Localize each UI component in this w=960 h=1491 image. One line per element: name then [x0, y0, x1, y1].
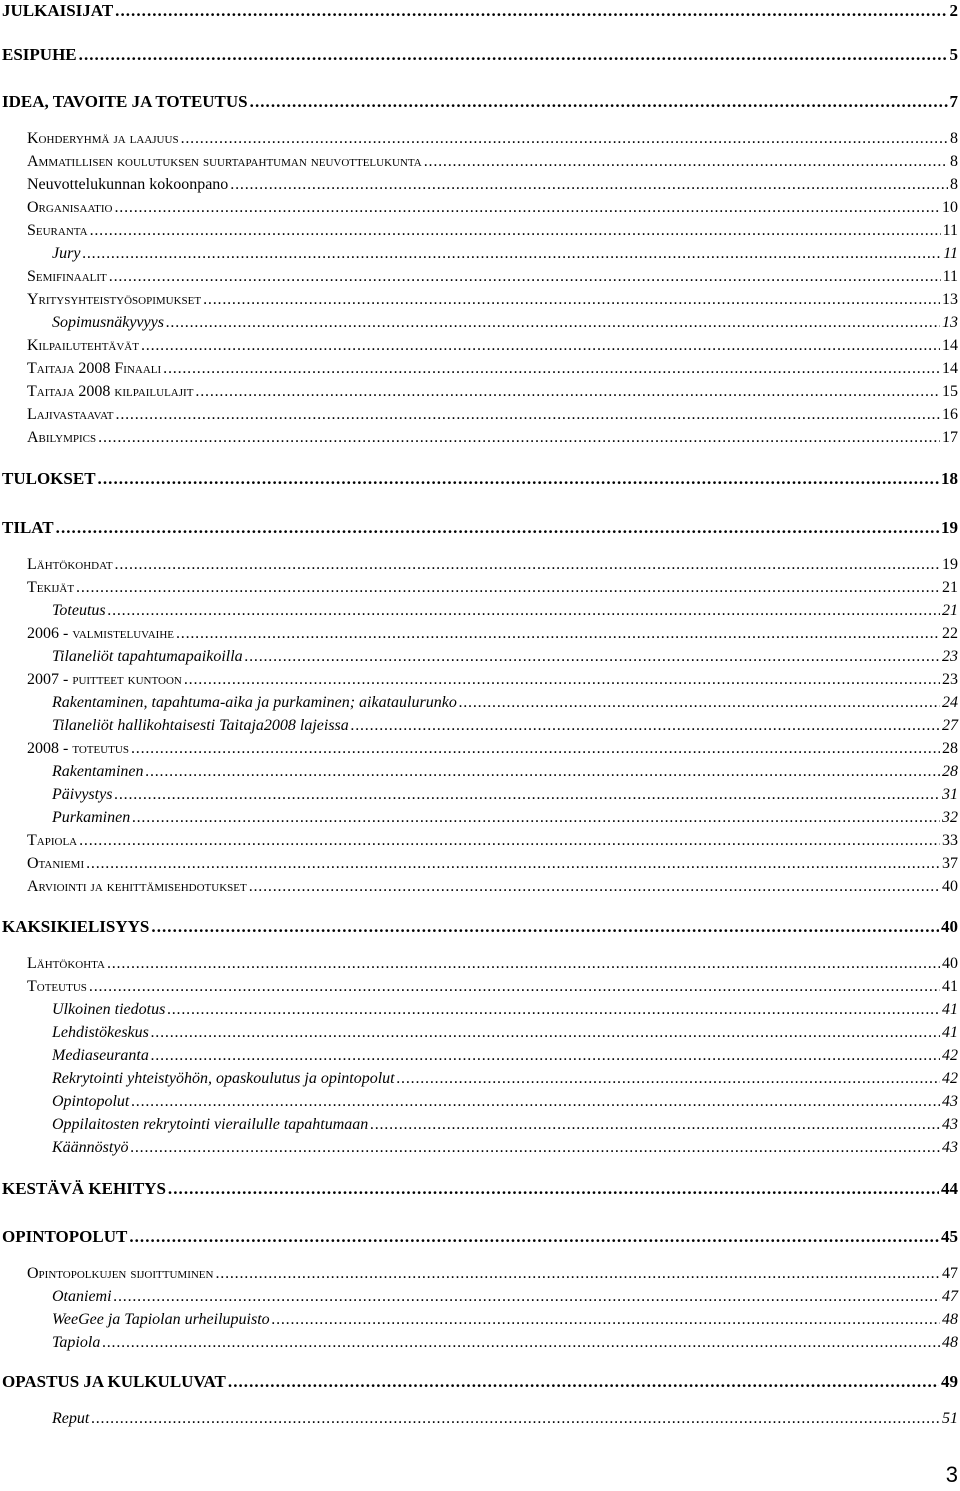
toc-entry-title: 2007 - puitteet kuntoon [27, 671, 182, 688]
toc-dot-leader [114, 787, 940, 803]
toc-entry-page: 13 [942, 314, 958, 331]
toc-entry[interactable] [52, 315, 958, 331]
toc-entry[interactable] [27, 131, 958, 147]
toc-entry-title: 2006 - valmisteluvaihe [27, 625, 174, 642]
toc-entry[interactable] [27, 956, 958, 972]
toc-entry-page: 7 [949, 92, 958, 111]
toc-dot-leader [141, 338, 940, 354]
toc-entry-title: Otaniemi [52, 1288, 112, 1305]
toc-dot-leader [114, 1289, 940, 1305]
toc-entry-page: 15 [942, 383, 958, 400]
toc-dot-leader [168, 1180, 939, 1197]
toc-entry-title: OPINTOPOLUT [2, 1227, 128, 1246]
toc-entry-title: Rekrytointi yhteistyöhön, opaskoulutus ja opintopolut [52, 1070, 395, 1087]
toc-dot-leader [195, 384, 940, 400]
toc-entry-title: Tapiola [52, 1334, 101, 1351]
toc-entry-page: 14 [942, 337, 958, 354]
toc-dot-leader [115, 557, 940, 573]
toc-entry[interactable] [52, 695, 958, 711]
toc-entry-page: 13 [942, 291, 958, 308]
toc-entry-title: Jury [52, 245, 81, 262]
toc-entry[interactable] [2, 519, 958, 536]
toc-dot-leader [107, 956, 940, 972]
toc-entry-title: JULKAISIJAT [2, 1, 114, 20]
toc-dot-leader [184, 672, 940, 688]
toc-entry-title: Neuvottelukunnan kokoonpano [27, 176, 229, 193]
toc-entry-page: 10 [942, 199, 958, 216]
toc-entry[interactable] [52, 1071, 958, 1087]
toc-entry-page: 51 [942, 1410, 958, 1427]
toc-entry[interactable] [52, 1094, 958, 1110]
toc-entry[interactable] [27, 407, 958, 423]
toc-entry[interactable] [2, 1373, 958, 1390]
page-number: 3 [945, 1462, 958, 1487]
toc-entry-title: Mediaseuranta [52, 1047, 149, 1064]
toc-entry[interactable] [27, 1266, 958, 1282]
toc-entry[interactable] [27, 879, 958, 895]
toc-entry[interactable] [52, 649, 958, 665]
toc-entry-page: 41 [942, 1024, 958, 1041]
toc-dot-leader [98, 430, 940, 446]
toc-entry-title: OPASTUS JA KULKULUVAT [2, 1372, 226, 1391]
toc-entry[interactable] [52, 1411, 958, 1427]
toc-dot-leader [272, 1312, 940, 1328]
toc-entry-title: Tilaneliöt tapahtumapaikoilla [52, 648, 243, 665]
toc-entry-page: 5 [949, 45, 958, 64]
toc-entry-page: 41 [942, 1001, 958, 1018]
toc-dot-leader [56, 519, 939, 536]
toc-dot-leader [91, 1411, 940, 1427]
toc-dot-leader [370, 1117, 940, 1133]
toc-entry[interactable] [52, 1025, 958, 1041]
toc-entry-title: Päivystys [52, 786, 113, 803]
toc-entry[interactable] [27, 672, 958, 688]
toc-dot-leader [115, 2, 947, 19]
toc-dot-leader [250, 93, 948, 110]
toc-entry[interactable] [2, 470, 958, 487]
toc-entry-page: 42 [942, 1070, 958, 1087]
toc-dot-leader [131, 741, 940, 757]
toc-dot-leader [146, 764, 940, 780]
toc-entry-title: Kohderyhmä ja laajuus [27, 130, 179, 147]
toc-dot-leader [130, 1140, 940, 1156]
toc-dot-leader [86, 856, 940, 872]
toc-entry-title: Lähtökohdat [27, 556, 113, 573]
toc-dot-leader [176, 626, 940, 642]
toc-entry-page: 19 [941, 518, 958, 537]
toc-entry-page: 32 [942, 809, 958, 826]
toc-entry-title: Toteutus [52, 602, 106, 619]
toc-entry[interactable] [27, 223, 958, 239]
toc-entry-page: 23 [942, 648, 958, 665]
toc-entry-page: 14 [942, 360, 958, 377]
toc-entry[interactable] [52, 1312, 958, 1328]
toc-dot-leader [166, 315, 940, 331]
toc-entry-title: Ammatillisen koulutuksen suurtapahtuman neuvottelukunta [27, 153, 422, 170]
toc-dot-leader [151, 1025, 940, 1041]
toc-entry[interactable] [27, 856, 958, 872]
toc-entry-page: 11 [942, 222, 958, 239]
toc-entry-page: 49 [941, 1372, 958, 1391]
toc-dot-leader [79, 833, 940, 849]
toc-entry-title: Oppilaitosten rekrytointi vierailulle tapahtumaan [52, 1116, 369, 1133]
toc-dot-leader [459, 695, 940, 711]
toc-dot-leader [151, 1048, 940, 1064]
toc-entry[interactable] [27, 430, 958, 446]
toc-dot-leader [132, 810, 940, 826]
toc-entry-page: 27 [942, 717, 958, 734]
toc-entry-page: 47 [942, 1288, 958, 1305]
toc-dot-leader [203, 292, 940, 308]
toc-entry[interactable] [52, 1289, 958, 1305]
toc-entry[interactable] [27, 557, 958, 573]
toc-entry-title: Rakentaminen [52, 763, 144, 780]
toc-dot-leader [79, 46, 948, 63]
toc-entry-page: 43 [942, 1139, 958, 1156]
toc-entry-title: Kilpailutehtävät [27, 337, 139, 354]
toc-entry[interactable] [27, 741, 958, 757]
toc-entry-page: 22 [942, 625, 958, 642]
toc-entry-title: Toteutus [27, 978, 87, 995]
toc-dot-leader [82, 246, 941, 262]
toc-entry[interactable] [52, 1140, 958, 1156]
toc-entry[interactable] [52, 718, 958, 734]
toc-dot-leader [116, 407, 940, 423]
toc-entry-title: WeeGee ja Tapiolan urheilupuisto [52, 1311, 270, 1328]
toc-entry-page: 44 [941, 1179, 958, 1198]
toc-entry-title: Lehdistökeskus [52, 1024, 149, 1041]
toc-entry-title: Tekijät [27, 579, 75, 596]
toc-entry-page: 47 [942, 1265, 958, 1282]
toc-entry-title: Opintopolkujen sijoittuminen [27, 1265, 214, 1282]
toc-entry-page: 19 [942, 556, 958, 573]
toc-entry-page: 28 [942, 763, 958, 780]
toc-entry-title: ESIPUHE [2, 45, 77, 64]
toc-entry-page: 17 [942, 429, 958, 446]
toc-entry-title: TILAT [2, 518, 54, 537]
toc-dot-leader [90, 223, 941, 239]
toc-entry-title: Taitaja 2008 Finaali [27, 360, 162, 377]
toc-entry[interactable] [27, 292, 958, 308]
toc-entry-title: Käännöstyö [52, 1139, 129, 1156]
toc-entry[interactable] [52, 1002, 958, 1018]
toc-entry-page: 23 [942, 671, 958, 688]
toc-entry-page: 43 [942, 1093, 958, 1110]
toc-dot-leader [109, 269, 941, 285]
toc-dot-leader [151, 918, 939, 935]
toc-entry-title: Rakentaminen, tapahtuma-aika ja purkaminen; aikataulurunko [52, 694, 457, 711]
toc-dot-leader [89, 979, 940, 995]
toc-dot-leader [230, 177, 948, 193]
toc-dot-leader [397, 1071, 940, 1087]
toc-entry-page: 2 [949, 1, 958, 20]
toc-entry-title: Lajivastaavat [27, 406, 114, 423]
toc-entry-page: 42 [942, 1047, 958, 1064]
toc-entry-page: 16 [942, 406, 958, 423]
toc-entry[interactable] [52, 1117, 958, 1133]
toc-entry-page: 11 [943, 245, 958, 262]
toc-entry-page: 40 [942, 955, 958, 972]
toc-entry-title: IDEA, TAVOITE JA TOTEUTUS [2, 92, 248, 111]
toc-entry-page: 21 [942, 579, 958, 596]
toc-entry-title: Abilympics [27, 429, 97, 446]
toc-entry[interactable] [2, 93, 958, 110]
toc-entry-page: 40 [941, 917, 958, 936]
toc-entry[interactable] [52, 1048, 958, 1064]
toc-entry-title: KESTÄVÄ KEHITYS [2, 1179, 166, 1198]
toc-entry[interactable] [27, 338, 958, 354]
toc-entry-page: 11 [942, 268, 958, 285]
toc-entry[interactable] [52, 787, 958, 803]
toc-entry-title: Taitaja 2008 kilpailulajit [27, 383, 194, 400]
toc-entry-page: 8 [950, 176, 958, 193]
toc-entry-title: Seuranta [27, 222, 88, 239]
toc-dot-leader [98, 470, 939, 487]
toc-entry-page: 40 [942, 878, 958, 895]
toc-entry-page: 18 [941, 469, 958, 488]
toc-entry-title: Purkaminen [52, 809, 131, 826]
toc-entry-title: Tilaneliöt hallikohtaisesti Taitaja2008 lajeissa [52, 717, 349, 734]
toc-entry-title: Organisaatio [27, 199, 113, 216]
toc-entry[interactable] [27, 361, 958, 377]
toc-entry-title: Arviointi ja kehittämisehdotukset [27, 878, 247, 895]
toc-entry-page: 8 [950, 153, 958, 170]
toc-entry-page: 45 [941, 1227, 958, 1246]
toc-dot-leader [102, 1335, 940, 1351]
toc-dot-leader [351, 718, 940, 734]
toc-entry-page: 37 [942, 855, 958, 872]
toc-dot-leader [115, 200, 941, 216]
toc-entry-page: 48 [942, 1334, 958, 1351]
toc-entry[interactable] [27, 979, 958, 995]
toc-dot-leader [76, 580, 940, 596]
toc-entry[interactable] [27, 177, 958, 193]
toc-entry-page: 43 [942, 1116, 958, 1133]
toc-entry[interactable] [2, 1180, 958, 1197]
toc-entry[interactable] [52, 1335, 958, 1351]
toc-entry[interactable] [27, 200, 958, 216]
toc-entry-title: 2008 - toteutus [27, 740, 129, 757]
toc-entry-title: TULOKSET [2, 469, 96, 488]
toc-entry-title: Opintopolut [52, 1093, 130, 1110]
toc-entry-title: Reput [52, 1410, 90, 1427]
toc-entry-page: 41 [942, 978, 958, 995]
toc-dot-leader [245, 649, 940, 665]
toc-entry-title: Yritysyhteistyösopimukset [27, 291, 202, 308]
toc-entry[interactable] [27, 269, 958, 285]
toc-entry[interactable] [52, 246, 958, 262]
toc-entry-page: 24 [942, 694, 958, 711]
toc-entry[interactable] [52, 603, 958, 619]
toc-entry[interactable] [27, 626, 958, 642]
toc-entry-page: 8 [950, 130, 958, 147]
toc-entry-title: Sopimusnäkyvyys [52, 314, 164, 331]
toc-entry-title: Semifinaalit [27, 268, 107, 285]
toc-entry-title: Tapiola [27, 832, 78, 849]
toc-entry-page: 28 [942, 740, 958, 757]
toc-dot-leader [167, 1002, 940, 1018]
toc-entry[interactable] [52, 810, 958, 826]
toc-entry[interactable] [27, 833, 958, 849]
toc-entry[interactable] [52, 764, 958, 780]
toc-dot-leader [163, 361, 940, 377]
toc-entry-page: 48 [942, 1311, 958, 1328]
toc-entry[interactable] [27, 384, 958, 400]
toc-dot-leader [108, 603, 940, 619]
toc-dot-leader [249, 879, 940, 895]
toc-entry-title: KAKSIKIELISYYS [2, 917, 150, 936]
toc-entry-title: Ulkoinen tiedotus [52, 1001, 166, 1018]
toc-dot-leader [131, 1094, 940, 1110]
toc-entry[interactable] [2, 46, 958, 63]
toc-entry[interactable] [27, 154, 958, 170]
toc-dot-leader [181, 131, 948, 147]
toc-entry-page: 31 [942, 786, 958, 803]
toc-entry[interactable] [2, 2, 958, 19]
toc-entry-title: Otaniemi [27, 855, 85, 872]
toc-dot-leader [129, 1228, 939, 1245]
toc-entry[interactable] [2, 1228, 958, 1245]
toc-entry[interactable] [2, 918, 958, 935]
toc-entry-title: Lähtökohta [27, 955, 105, 972]
toc-dot-leader [228, 1373, 939, 1390]
toc-entry[interactable] [27, 580, 958, 596]
toc-entry-page: 21 [942, 602, 958, 619]
toc-dot-leader [215, 1266, 940, 1282]
toc-entry-page: 33 [942, 832, 958, 849]
toc-dot-leader [424, 154, 948, 170]
